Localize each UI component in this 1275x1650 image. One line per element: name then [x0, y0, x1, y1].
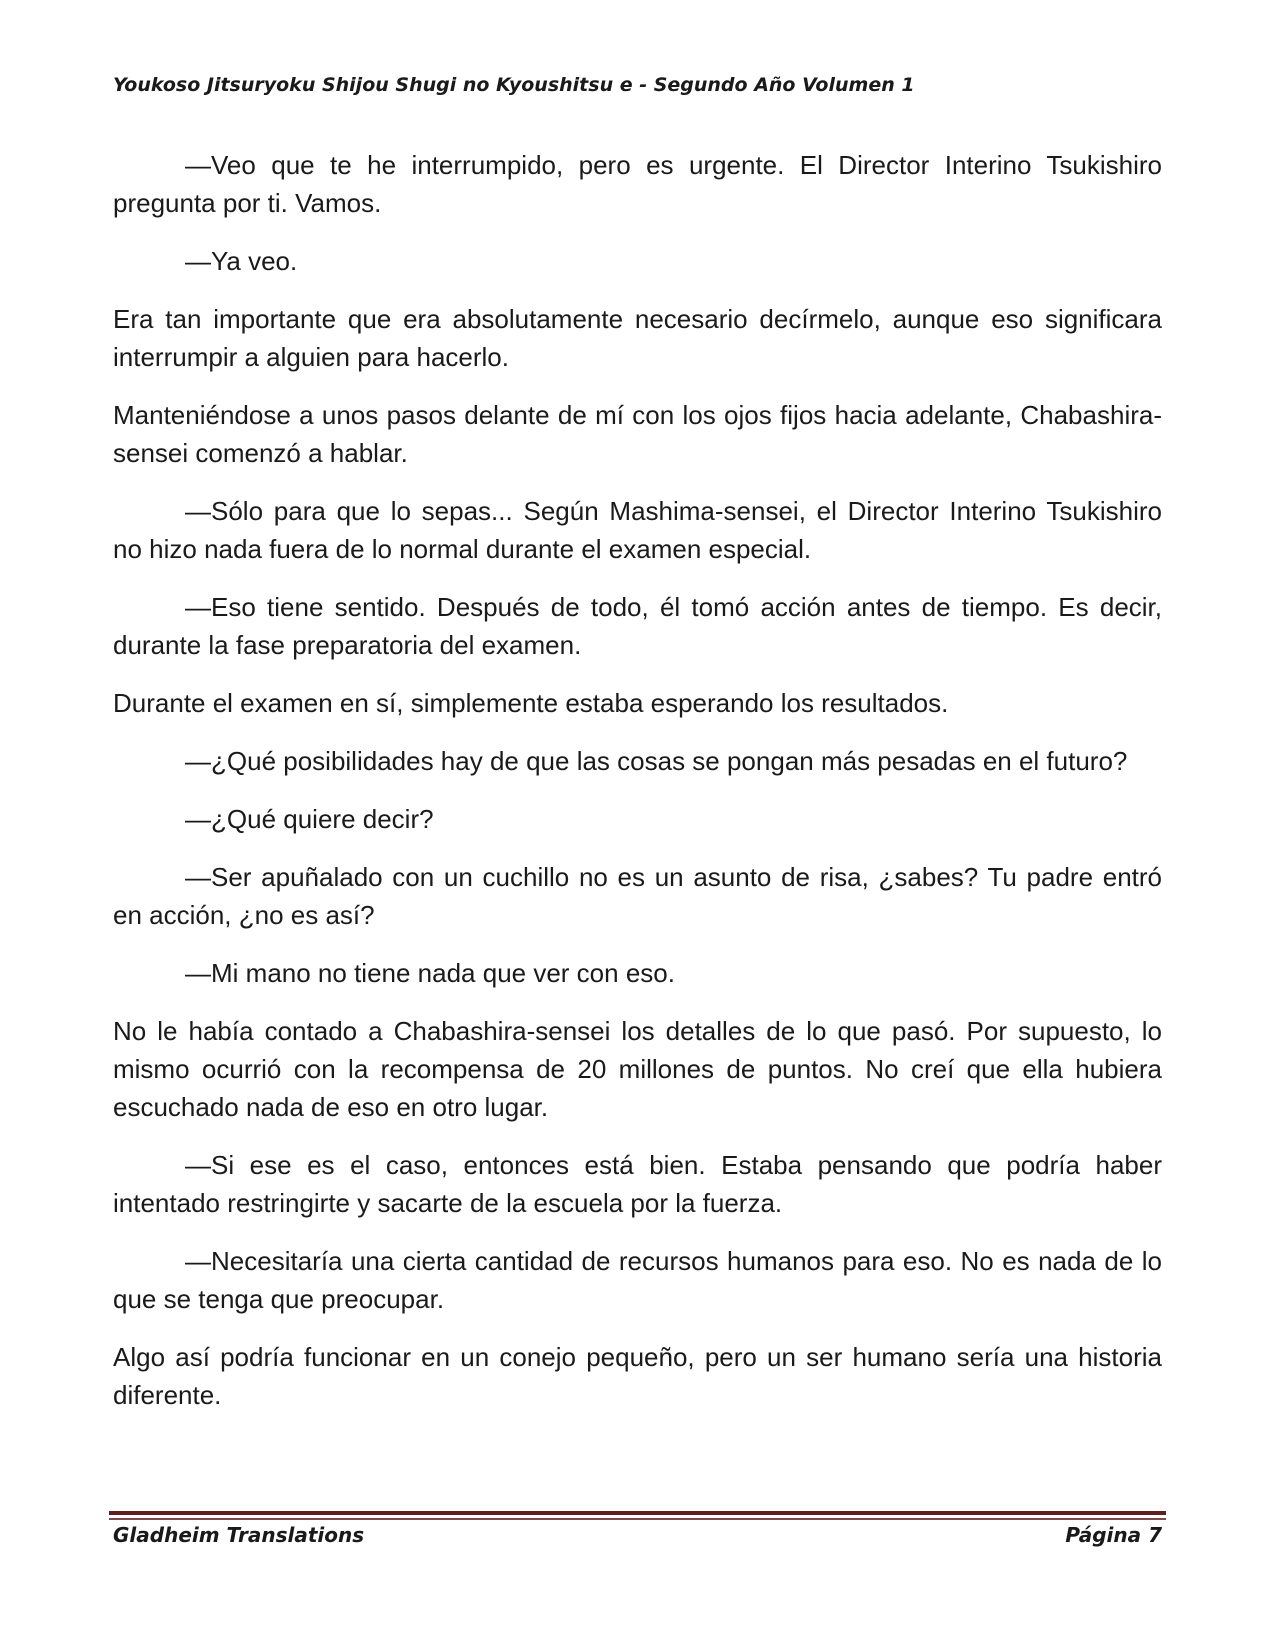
paragraph: No le había contado a Chabashira-sensei los detalles de lo que pasó. Por supuesto, lo mismo ocurrió con la recompensa de 20 millones de puntos. No creí que ella hubiera escuchado nada de eso en otro lugar.: [113, 1016, 1162, 1122]
footer-divider-thin: [109, 1518, 1166, 1520]
paragraph: —Mi mano no tiene nada que ver con eso.: [185, 958, 675, 988]
footer-page-number: Página 7: [1065, 1523, 1162, 1547]
page-header-title: Youkoso Jitsuryoku Shijou Shugi no Kyoushitsu e - Segundo Año Volumen 1: [113, 74, 915, 96]
page-body: [113, 146, 1162, 1434]
paragraph: —¿Qué quiere decir?: [185, 804, 434, 834]
paragraph: —Eso tiene sentido. Después de todo, él tomó acción antes de tiempo. Es decir, durante la fase preparatoria del examen.: [113, 592, 1162, 660]
paragraph: —Sólo para que lo sepas... Según Mashima-sensei, el Director Interino Tsukishiro no hizo nada fuera de lo normal durante el examen especial.: [113, 496, 1162, 564]
paragraph: —Veo que te he interrumpido, pero es urgente. El Director Interino Tsukishiro pregunta por ti. Vamos.: [113, 150, 1162, 218]
paragraph: —Necesitaría una cierta cantidad de recursos humanos para eso. No es nada de lo que se tenga que preocupar.: [113, 1246, 1162, 1314]
paragraph: —Si ese es el caso, entonces está bien. Estaba pensando que podría haber intentado restringirte y sacarte de la escuela por la fuerza.: [113, 1150, 1162, 1218]
paragraph: Algo así podría funcionar en un conejo pequeño, pero un ser humano sería una historia diferente.: [113, 1342, 1162, 1410]
paragraph: —¿Qué posibilidades hay de que las cosas se pongan más pesadas en el futuro?: [185, 746, 1128, 776]
paragraph: Durante el examen en sí, simplemente estaba esperando los resultados.: [113, 688, 949, 718]
paragraph: Era tan importante que era absolutamente necesario decírmelo, aunque eso significara interrumpir a alguien para hacerlo.: [113, 304, 1162, 372]
paragraph: Manteniéndose a unos pasos delante de mí con los ojos fijos hacia adelante, Chabashira-sensei comenzó a hablar.: [113, 400, 1162, 468]
paragraph: —Ya veo.: [185, 246, 298, 276]
footer-divider: [109, 1511, 1166, 1515]
footer-credit: Gladheim Translations: [113, 1523, 365, 1547]
paragraph: —Ser apuñalado con un cuchillo no es un asunto de risa, ¿sabes? Tu padre entró en acción, ¿no es así?: [113, 862, 1162, 930]
